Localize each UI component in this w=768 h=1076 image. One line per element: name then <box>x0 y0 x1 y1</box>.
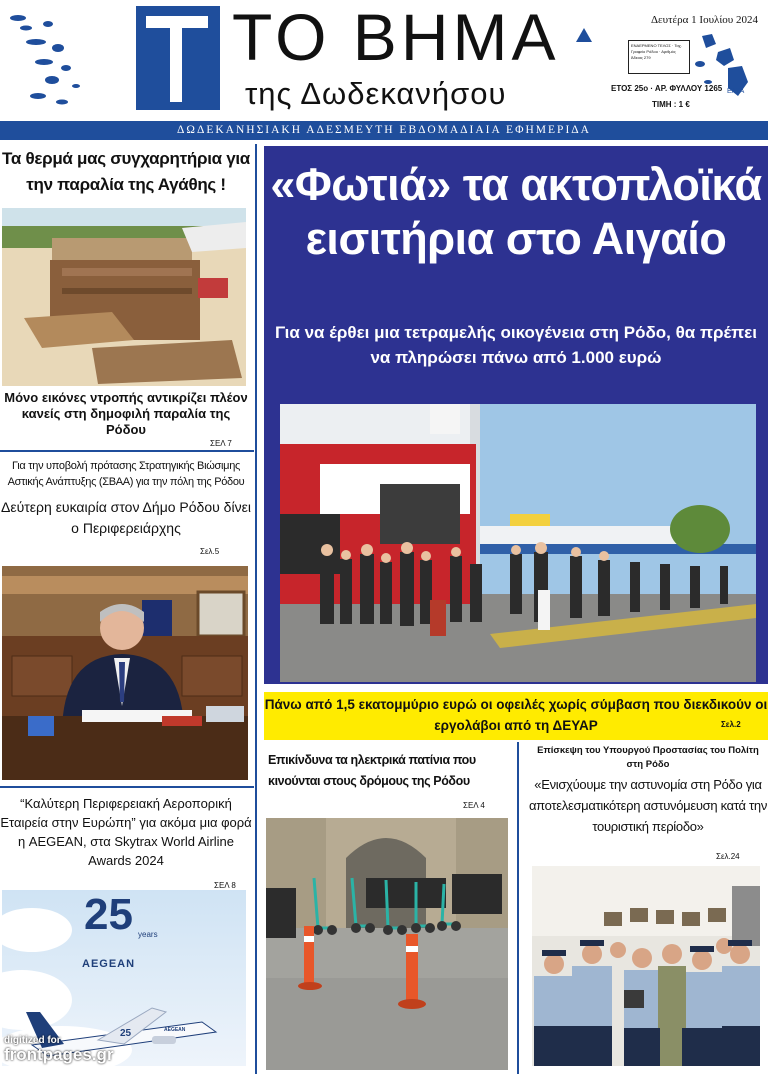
lead-subhead: Για να έρθει μια τετραμελής οικογένεια στη Ρόδο, θα πρέπει να πληρώσει πάνω από 1.000 ευρώ <box>275 323 757 367</box>
section-divider <box>0 450 254 452</box>
tagline-bar: ΔΩΔΕΚΑΝΗΣΙΑΚΗ ΑΔΕΣΜΕΥΤΗ ΕΒΔΟΜΑΔΙΑΙΑ ΕΦΗΜΕΡΙΔΑ <box>0 121 768 140</box>
region-kicker: Για την υποβολή πρότασης Στρατηγικής Βιώσιμης Αστικής Ανάπτυξης (ΣΒΑΑ) για την πόλη της Ρόδου <box>7 460 245 488</box>
minister-kicker: Επίσκεψη του Υπουργού Προστασίας του Πολίτη στη Ρόδο <box>537 745 759 770</box>
aegean-headline[interactable]: “Καλύτερη Περιφερειακή Αεροπορική Εταιρεία στην Ευρώπη” για ακόμα μια φορά η AEGEAN, στα Skytrax World Airline Awards 2024 <box>0 796 252 868</box>
page-reference: Σελ.24 <box>716 852 740 861</box>
ferry-photo <box>280 404 756 682</box>
region-headline[interactable]: Δεύτερη ευκαιρία στον Δήμο Ρόδου δίνει ο Περιφερειάρχης <box>1 499 251 536</box>
dodecanese-map-left <box>6 6 86 111</box>
issue-date: Δευτέρα 1 Ιουλίου 2024 <box>650 14 758 26</box>
issue-price: ΤΙΜΗ : 1 € <box>652 100 690 109</box>
watermark-small: digitized for <box>4 1035 61 1046</box>
page-reference: Σελ.2 <box>721 720 741 729</box>
elta-label: ΕΛΤΑ <box>727 88 745 95</box>
frontpages-watermark[interactable] <box>4 1036 114 1063</box>
rhodes-map-right <box>688 30 762 106</box>
plane-livery-number: 25 <box>120 1028 132 1039</box>
scooters-photo <box>266 818 508 1070</box>
title-triangle-icon <box>576 28 592 42</box>
anniversary-word: years <box>138 930 158 939</box>
page-reference: ΣΕΛ 4 <box>463 801 485 810</box>
column-divider <box>255 144 257 1074</box>
page-reference: Σελ.5 <box>200 547 220 556</box>
lead-headline[interactable] <box>264 158 768 266</box>
page-reference: ΣΕΛ 8 <box>214 881 236 890</box>
logo-mark <box>136 6 220 110</box>
aegean-brand: AEGEAN <box>82 958 136 970</box>
plane-livery-text: AEGEAN <box>164 1027 186 1033</box>
issue-number: ΕΤΟΣ 25ο · ΑΡ. ΦΥΛΛΟΥ 1265 <box>611 84 723 93</box>
police-photo <box>532 866 760 1066</box>
beach-summary: Μόνο εικόνες ντροπής αντικρίζει πλέον κανείς στη δημοφιλή παραλία της Ρόδου <box>4 390 248 437</box>
anniversary-number: 25 <box>84 890 133 939</box>
police-headline[interactable]: «Ενισχύουμε την αστυνομία στη Ρόδο για αποτελεσματικότερη αστυνόμευση κατά την τουριστική περίοδο» <box>528 777 768 834</box>
postage-box: ΕΝΑΕΡΜΕΝΟ ΤΕΛΟΣ · Ταχ. Γραφείο Ρόδου · Αριθμός Άδειας 279 <box>628 40 690 74</box>
scooters-headline[interactable]: Επικίνδυνα τα ηλεκτρικά πατίνια που κινούνται στους δρόμους της Ρόδου <box>268 753 476 788</box>
beach-headline[interactable]: Τα θερμά μας συγχαρητήρια για την παραλία της Αγάθης ! <box>2 149 250 194</box>
watermark-big: frontpages.gr <box>4 1045 114 1064</box>
section-divider <box>0 786 254 788</box>
governor-photo <box>2 566 248 780</box>
page-reference: ΣΕΛ 7 <box>210 439 232 448</box>
lead-headline-line2: εισιτήρια στο Αιγαίο <box>305 213 727 264</box>
newspaper-title: ΤΟ ΒΗΜΑ <box>232 0 560 74</box>
column-divider <box>517 742 519 1074</box>
beach-photo <box>2 208 246 386</box>
lead-headline-line1: «Φωτιά» τα ακτοπλοϊκά <box>270 159 762 210</box>
deyar-headline[interactable]: Πάνω από 1,5 εκατομμύριο ευρώ οι οφειλές χωρίς σύμβαση που διεκδικούν οι εργολάβοι από τη ΔΕΥΑΡ <box>264 697 768 733</box>
newspaper-subtitle: της Δωδεκανήσου <box>245 76 507 111</box>
